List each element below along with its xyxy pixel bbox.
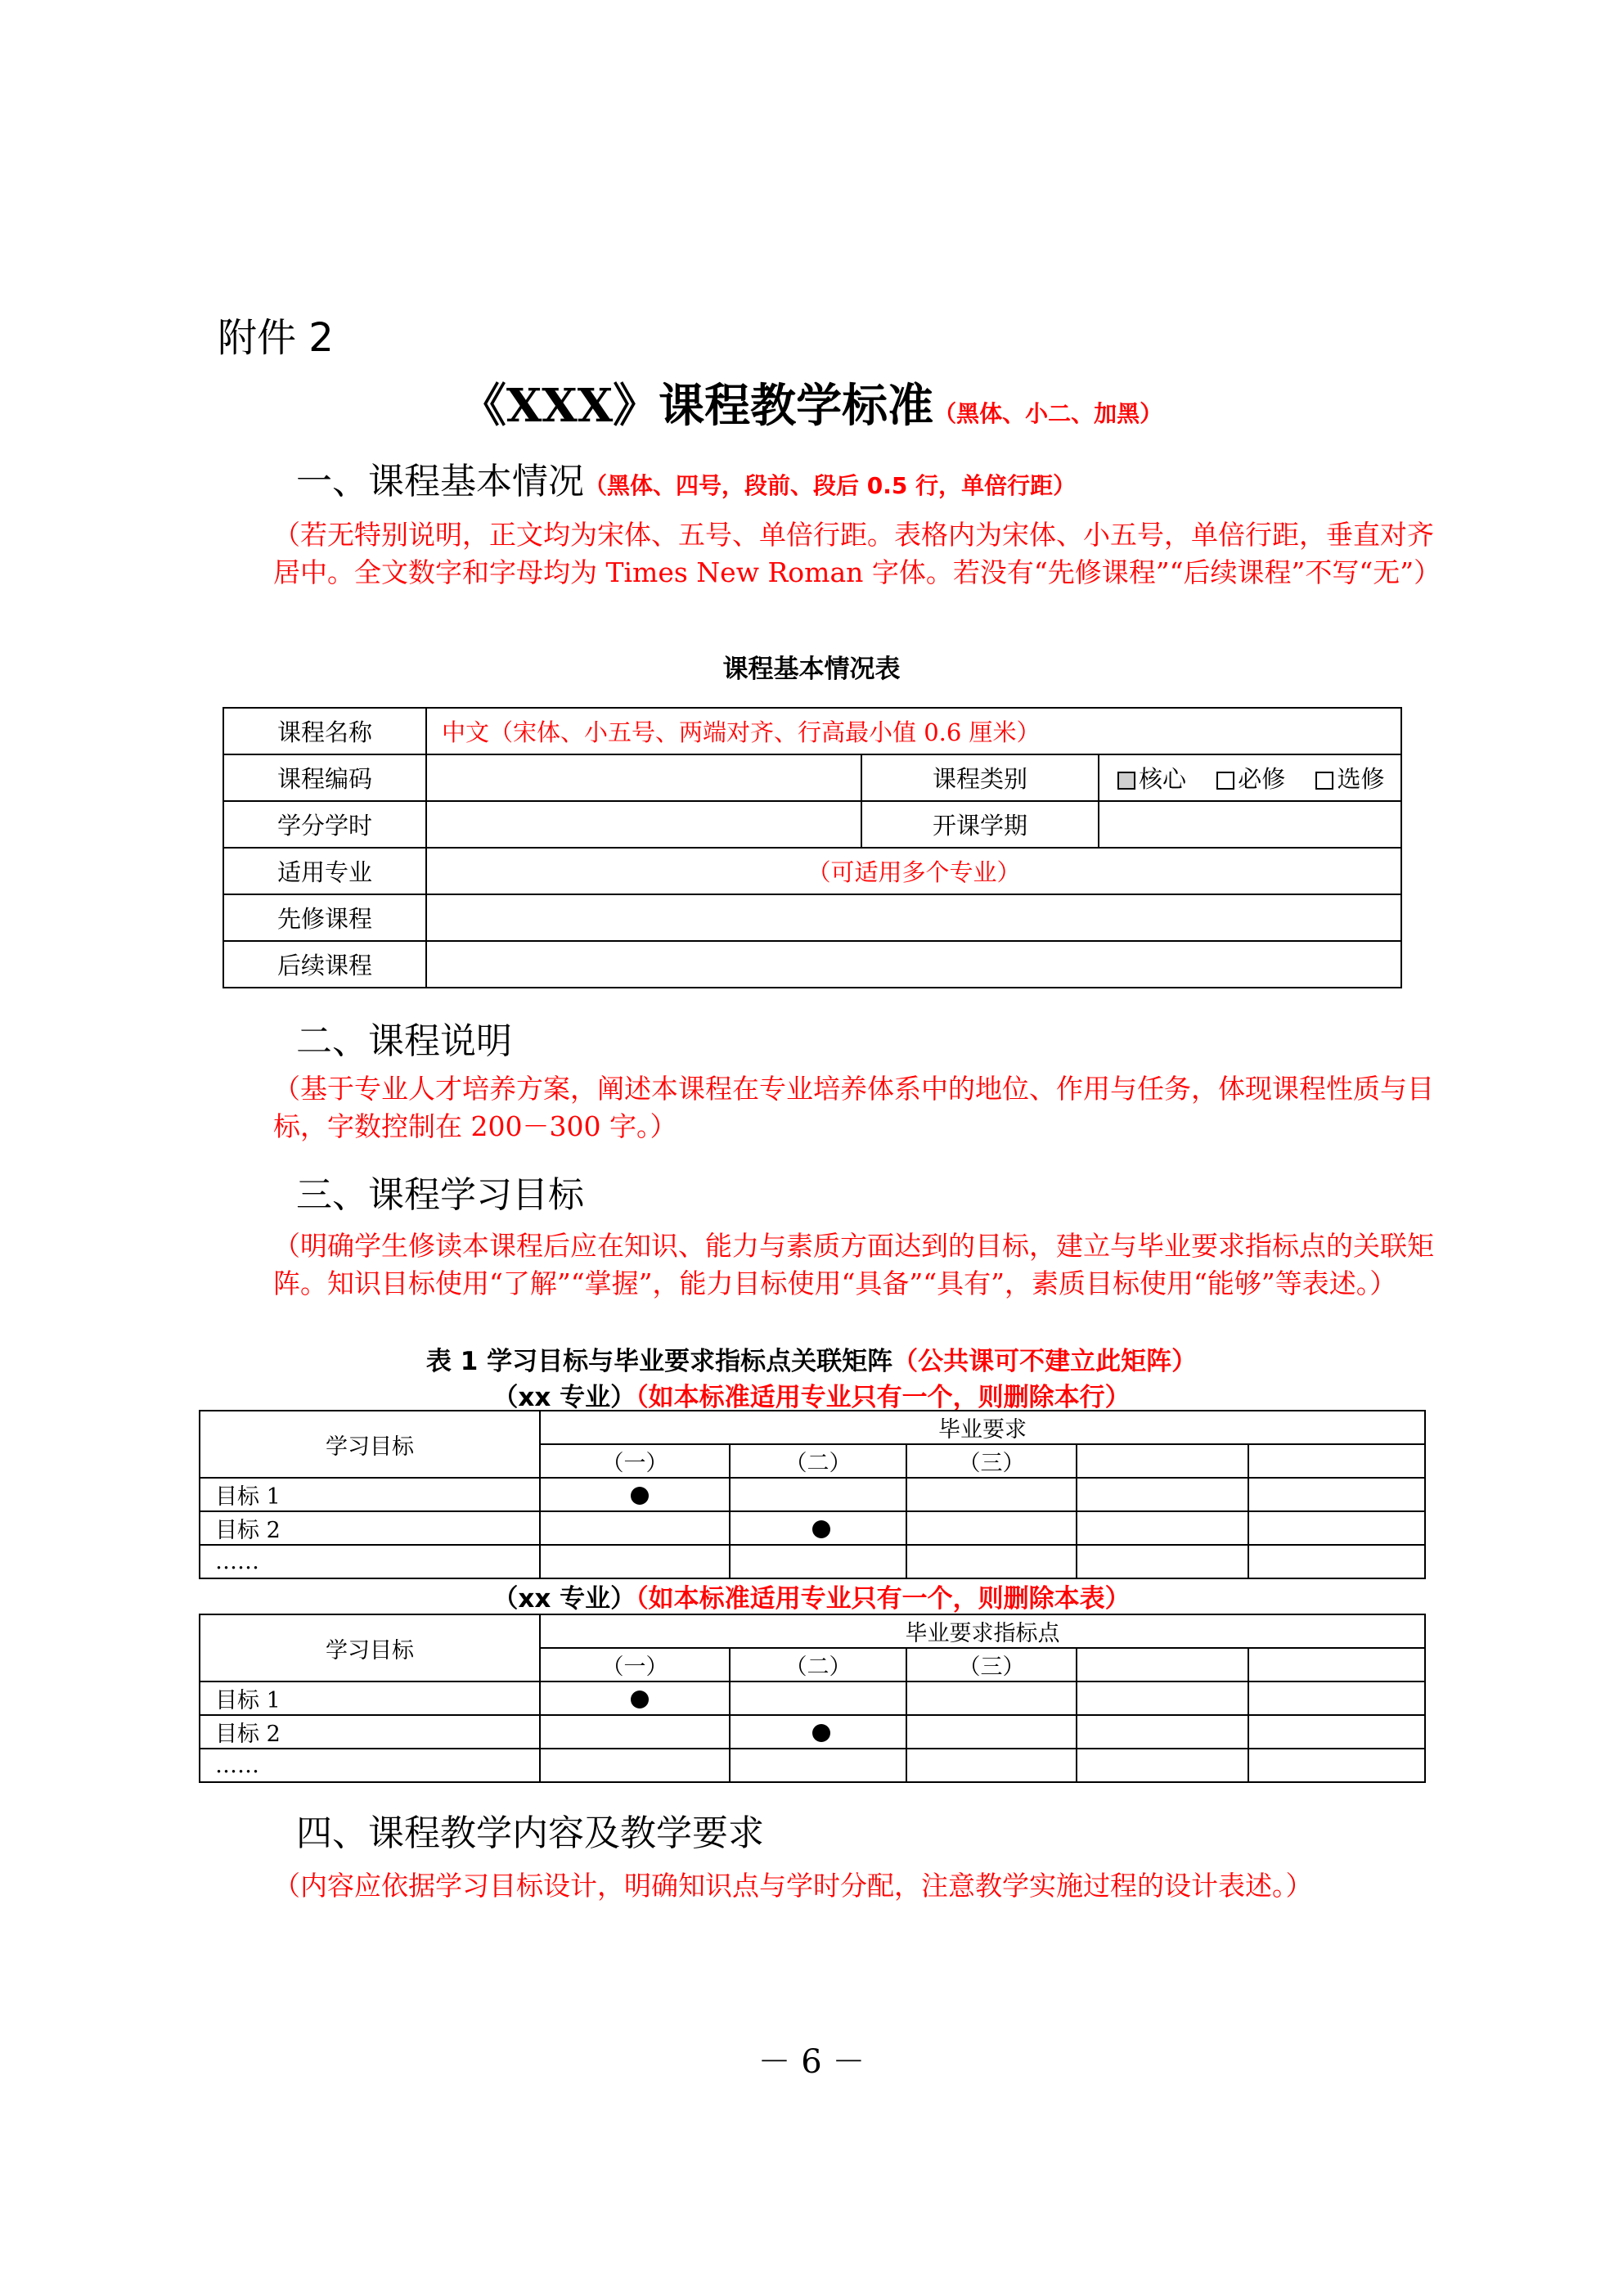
matrix-cell[interactable] bbox=[906, 1478, 1077, 1511]
matrix-1-col-3: （三） bbox=[906, 1444, 1077, 1478]
matrix-cell[interactable] bbox=[906, 1715, 1077, 1749]
matrix-2-major: （xx 专业） bbox=[492, 1584, 636, 1614]
section-1-instructions bbox=[219, 516, 1441, 592]
table-row bbox=[223, 941, 1401, 988]
section-2-instructions-text: （基于专业人才培养方案，阐述本课程在专业培养体系中的地位、作用与任务，体现课程性质与目标，字数控制在 200－300 字。） bbox=[273, 1073, 1434, 1142]
matrix-cell[interactable] bbox=[730, 1478, 906, 1511]
semester-value[interactable] bbox=[1099, 801, 1401, 848]
course-name-label: 课程名称 bbox=[223, 708, 426, 754]
checkbox-icon bbox=[1216, 772, 1234, 790]
table-row bbox=[200, 1545, 1425, 1578]
attachment-label: 附件 2 bbox=[218, 315, 334, 361]
matrix-cell[interactable] bbox=[1077, 1478, 1248, 1511]
matrix-cell[interactable] bbox=[906, 1749, 1077, 1782]
matrix-2-col-3: （三） bbox=[906, 1648, 1077, 1681]
prerequisite-label: 先修课程 bbox=[223, 894, 426, 941]
section-4-heading: 四、课程教学内容及教学要求 bbox=[296, 1812, 764, 1854]
section-2-heading: 二、课程说明 bbox=[296, 1020, 512, 1062]
course-category-options bbox=[1099, 754, 1401, 801]
table-row bbox=[200, 1715, 1425, 1749]
matrix-2-row-label: 目标 1 bbox=[200, 1681, 540, 1715]
followup-label: 后续课程 bbox=[223, 941, 426, 988]
table-row bbox=[200, 1749, 1425, 1782]
matrix-1-note: （如本标准适用专业只有一个，则删除本行） bbox=[636, 1383, 1131, 1412]
checkbox-elective-label: 选修 bbox=[1337, 765, 1385, 793]
section-3-heading: 三、课程学习目标 bbox=[296, 1174, 584, 1216]
checkbox-required-label: 必修 bbox=[1238, 765, 1286, 793]
matrix-1-col-4 bbox=[1077, 1444, 1248, 1478]
matrix-1-col-5 bbox=[1248, 1444, 1425, 1478]
checkbox-required[interactable] bbox=[1216, 765, 1285, 793]
table-1-caption-note: （公共课可不建立此矩阵） bbox=[892, 1347, 1198, 1376]
checkbox-core[interactable] bbox=[1117, 765, 1186, 793]
course-name-value[interactable]: 中文（宋体、小五号、两端对齐、行高最小值 0.6 厘米） bbox=[426, 708, 1401, 754]
matrix-cell[interactable] bbox=[540, 1749, 730, 1782]
matrix-cell[interactable] bbox=[730, 1749, 906, 1782]
major-value[interactable]: （可适用多个专业） bbox=[426, 848, 1401, 894]
credit-hours-label: 学分学时 bbox=[223, 801, 426, 848]
followup-value[interactable] bbox=[426, 941, 1401, 988]
info-table-caption: 课程基本情况表 bbox=[722, 655, 901, 684]
matrix-cell[interactable] bbox=[1077, 1681, 1248, 1715]
section-1-heading-note: （黑体、四号，段前、段后 0.5 行，单倍行距） bbox=[584, 472, 1077, 499]
matrix-cell[interactable] bbox=[1248, 1681, 1425, 1715]
matrix-1-col-2: （二） bbox=[730, 1444, 906, 1478]
filled-dot-icon bbox=[631, 1690, 649, 1708]
matrix-2-note: （如本标准适用专业只有一个，则删除本表） bbox=[636, 1584, 1131, 1614]
matrix-cell[interactable] bbox=[906, 1545, 1077, 1578]
course-code-value[interactable] bbox=[426, 754, 861, 801]
matrix-cell[interactable] bbox=[906, 1681, 1077, 1715]
section-4-instructions bbox=[219, 1867, 1438, 1905]
matrix-2-group-header: 毕业要求指标点 bbox=[540, 1614, 1425, 1648]
matrix-cell[interactable] bbox=[1248, 1715, 1425, 1749]
section-1-instructions-text: （若无特别说明，正文均为宋体、五号、单倍行距。表格内为宋体、小五号，单倍行距，垂直对齐居中。全文数字和字母均为 Times New Roman 字体。若没有“先修课程”“后续课程”不写“无”） bbox=[273, 519, 1441, 588]
matrix-1-row-label: …… bbox=[200, 1545, 540, 1578]
section-2-instructions bbox=[219, 1070, 1438, 1146]
matrix-cell[interactable] bbox=[540, 1715, 730, 1749]
section-1-heading-text: 一、课程基本情况 bbox=[296, 461, 584, 502]
course-info-table bbox=[223, 707, 1402, 988]
matrix-2-col-4 bbox=[1077, 1648, 1248, 1681]
document-title bbox=[0, 370, 1623, 435]
matrix-cell[interactable] bbox=[1077, 1545, 1248, 1578]
filled-dot-icon bbox=[812, 1724, 830, 1742]
section-1-heading bbox=[296, 452, 1076, 504]
matrix-cell[interactable] bbox=[730, 1715, 906, 1749]
checkbox-core-label: 核心 bbox=[1139, 765, 1187, 793]
matrix-1-corner: 学习目标 bbox=[200, 1411, 540, 1478]
matrix-cell[interactable] bbox=[540, 1681, 730, 1715]
matrix-cell[interactable] bbox=[1248, 1749, 1425, 1782]
matrix-1-row-label: 目标 1 bbox=[200, 1478, 540, 1511]
matrix-cell[interactable] bbox=[540, 1545, 730, 1578]
table-row bbox=[200, 1478, 1425, 1511]
checkbox-elective[interactable] bbox=[1315, 765, 1384, 793]
title-main: 《XXX》课程教学标准 bbox=[460, 379, 934, 433]
objectives-matrix-1 bbox=[199, 1410, 1426, 1579]
matrix-1-row-label: 目标 2 bbox=[200, 1511, 540, 1545]
title-note: （黑体、小二、加黑） bbox=[933, 400, 1163, 427]
matrix-cell[interactable] bbox=[1077, 1749, 1248, 1782]
major-label: 适用专业 bbox=[223, 848, 426, 894]
matrix-1-subcaption bbox=[0, 1376, 1623, 1413]
table-header-row bbox=[200, 1411, 1425, 1444]
matrix-cell[interactable] bbox=[1248, 1545, 1425, 1578]
checkbox-icon bbox=[1315, 772, 1333, 790]
section-3-instructions bbox=[219, 1227, 1438, 1303]
table-row bbox=[200, 1511, 1425, 1545]
matrix-2-row-label: 目标 2 bbox=[200, 1715, 540, 1749]
course-category-label: 课程类别 bbox=[861, 754, 1099, 801]
table-1-caption bbox=[0, 1340, 1623, 1377]
table-row bbox=[223, 801, 1401, 848]
matrix-1-group-header: 毕业要求 bbox=[540, 1411, 1425, 1444]
course-code-label: 课程编码 bbox=[223, 754, 426, 801]
filled-dot-icon bbox=[631, 1487, 649, 1505]
matrix-2-col-2: （二） bbox=[730, 1648, 906, 1681]
matrix-cell[interactable] bbox=[1248, 1478, 1425, 1511]
matrix-2-subcaption bbox=[0, 1578, 1623, 1614]
semester-label: 开课学期 bbox=[861, 801, 1099, 848]
matrix-cell[interactable] bbox=[730, 1681, 906, 1715]
matrix-cell[interactable] bbox=[730, 1511, 906, 1545]
filled-dot-icon bbox=[812, 1520, 830, 1538]
matrix-cell[interactable] bbox=[1248, 1511, 1425, 1545]
table-row bbox=[223, 894, 1401, 941]
matrix-cell[interactable] bbox=[730, 1545, 906, 1578]
matrix-2-col-5 bbox=[1248, 1648, 1425, 1681]
matrix-2-corner: 学习目标 bbox=[200, 1614, 540, 1681]
section-4-instructions-text: （内容应依据学习目标设计，明确知识点与学时分配，注意教学实施过程的设计表述。） bbox=[273, 1870, 1313, 1902]
matrix-1-col-1: （一） bbox=[540, 1444, 730, 1478]
matrix-2-col-1: （一） bbox=[540, 1648, 730, 1681]
objectives-matrix-2 bbox=[199, 1614, 1426, 1783]
matrix-cell[interactable] bbox=[1077, 1511, 1248, 1545]
matrix-1-major: （xx 专业） bbox=[492, 1383, 636, 1412]
section-3-instructions-text: （明确学生修读本课程后应在知识、能力与素质方面达到的目标，建立与毕业要求指标点的关联矩阵。知识目标使用“了解”“掌握”，能力目标使用“具备”“具有”，素质目标使用“能够”等表述。） bbox=[273, 1230, 1434, 1299]
table-1-caption-text: 表 1 学习目标与毕业要求指标点关联矩阵 bbox=[425, 1347, 893, 1376]
credit-hours-value[interactable] bbox=[426, 801, 861, 848]
matrix-cell[interactable] bbox=[540, 1511, 730, 1545]
prerequisite-value[interactable] bbox=[426, 894, 1401, 941]
table-row bbox=[200, 1681, 1425, 1715]
matrix-cell[interactable] bbox=[540, 1478, 730, 1511]
matrix-2-row-label: …… bbox=[200, 1749, 540, 1782]
table-row bbox=[223, 848, 1401, 894]
checkbox-icon bbox=[1117, 772, 1135, 790]
matrix-cell[interactable] bbox=[906, 1511, 1077, 1545]
table-header-row bbox=[200, 1614, 1425, 1648]
page-number: － 6 － bbox=[758, 2043, 865, 2081]
matrix-cell[interactable] bbox=[1077, 1715, 1248, 1749]
table-row bbox=[223, 708, 1401, 754]
table-row bbox=[223, 754, 1401, 801]
